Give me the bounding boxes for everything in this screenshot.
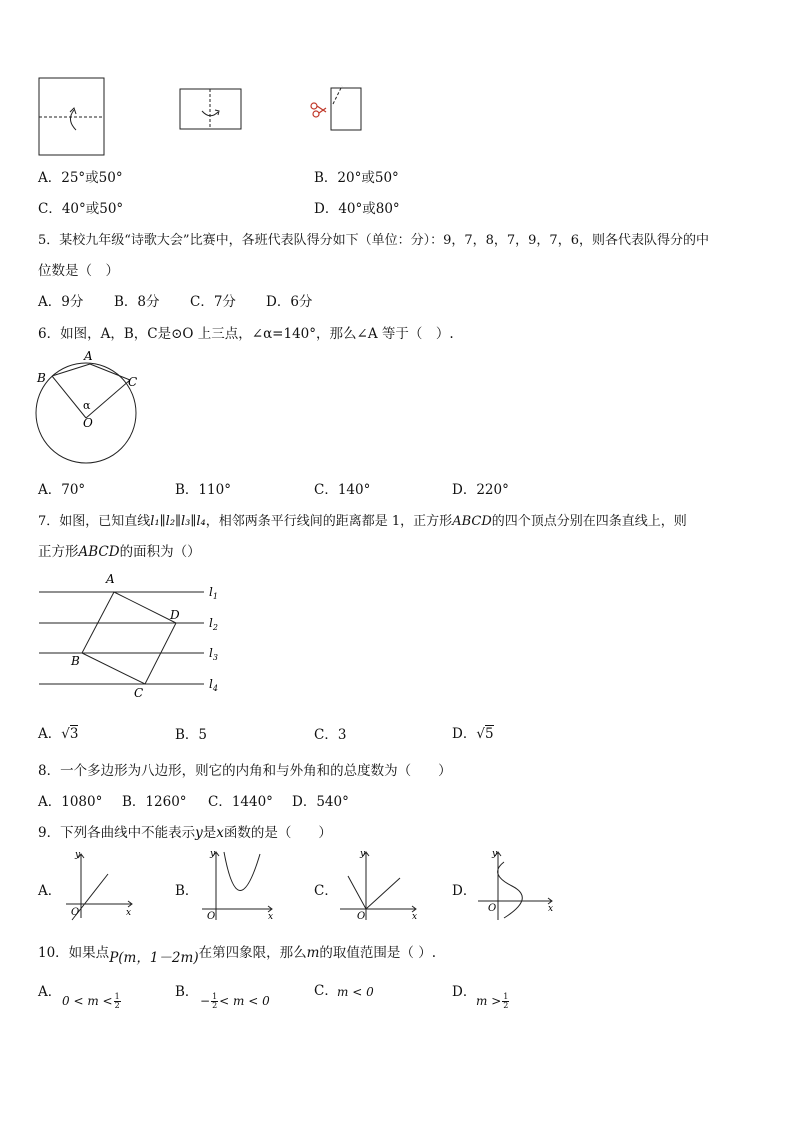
- fraction-half: $\frac{1}{2}$: [114, 992, 120, 1010]
- q9-graph-a: [62, 848, 142, 923]
- axis-x: x: [126, 908, 132, 918]
- q8-option-c: C．1440°: [208, 794, 273, 810]
- label-l1: $l_1$: [209, 585, 218, 601]
- q7-stem-part2: ，相邻两条平行线间的距离都是 1，正方形: [205, 514, 453, 529]
- label-a: A: [106, 572, 115, 586]
- q7-stem-part3: 的四个顶点分别在四条直线上，则: [491, 514, 687, 529]
- q7-option-a: [38, 722, 78, 742]
- q5-stem-line2: 位数是（ ）: [38, 263, 119, 279]
- axis-x: x: [412, 912, 418, 922]
- segment-ob: [52, 376, 86, 418]
- q4-fold-figures: [30, 70, 370, 162]
- q7-stem-line1: [38, 510, 687, 529]
- label-c: C: [134, 686, 144, 700]
- q5-option-c: C．7分: [190, 294, 236, 310]
- axis-origin: O: [357, 911, 366, 922]
- q9-stem-part2: 是: [202, 825, 217, 841]
- axis-y: y: [75, 850, 81, 860]
- label-d: D: [170, 608, 180, 622]
- q10-stem: [38, 941, 436, 966]
- label-a: A: [84, 349, 93, 363]
- square-abcd: [82, 592, 176, 684]
- s-curve-graph: [498, 862, 523, 918]
- fold-paper-3: [331, 88, 361, 130]
- label-o: O: [83, 416, 93, 430]
- q10-option-a-text: 0 < m <: [62, 994, 113, 1008]
- q6-option-c: C．140°: [314, 482, 371, 498]
- axis-origin: O: [488, 903, 497, 914]
- q10-option-c-expr: m < 0: [337, 985, 374, 999]
- q10-option-d-expr: [476, 993, 510, 1010]
- q7-option-a-value: 3: [69, 726, 79, 742]
- q7-option-d-prefix: D．: [452, 726, 477, 742]
- q10-option-d-prefix: D．: [452, 984, 477, 1000]
- q7-lines-expr: l₁∥l₂∥l₃∥l₄: [150, 514, 206, 529]
- q9-graph-d: [474, 848, 559, 923]
- q7-option-d: [452, 722, 494, 742]
- axis-y: y: [492, 849, 498, 859]
- label-alpha: α: [83, 399, 91, 412]
- q8-option-a: A．1080°: [38, 794, 103, 810]
- axis-y: y: [360, 849, 366, 859]
- q6-option-d: D．220°: [452, 482, 509, 498]
- q8-option-b: B．1260°: [122, 794, 187, 810]
- q7-stem-line2-part1: 正方形: [38, 544, 79, 560]
- q10-option-d-text: m >: [476, 994, 502, 1008]
- segment-oc: [86, 380, 130, 418]
- q10-option-a-prefix: A．: [38, 984, 62, 1000]
- q10-stem-part2: 在第四象限，那么: [198, 945, 307, 961]
- q9-stem-part1: 9．下列各曲线中不能表示: [38, 825, 196, 841]
- q10-option-c-prefix: C．: [314, 983, 338, 999]
- label-l4: $l_4$: [209, 677, 218, 693]
- q9-stem: [38, 821, 332, 841]
- sqrt-icon: √: [61, 726, 70, 742]
- axis-origin: O: [207, 911, 216, 922]
- q7-stem-part1: 7．如图，已知直线: [38, 514, 151, 529]
- axis-y: y: [210, 849, 216, 859]
- q10-option-b-prefix: B．: [175, 984, 199, 1000]
- q10-point: P(m，1－2m): [109, 950, 199, 966]
- q5-option-a: A．9分: [38, 294, 84, 310]
- q7-option-d-value: 5: [484, 726, 494, 742]
- q10-option-a-expr: [62, 993, 122, 1010]
- q7-option-c: C．3: [314, 727, 347, 743]
- q4-option-d: D．40°或80°: [314, 201, 400, 217]
- parabola-graph: [224, 852, 260, 891]
- q7-abcd-2: ABCD: [78, 544, 120, 560]
- label-b: B: [71, 654, 80, 668]
- sqrt-icon: √: [476, 726, 485, 742]
- fraction-half: $\frac{1}{2}$: [212, 992, 218, 1010]
- q9-option-d-label: D．: [452, 883, 477, 899]
- label-c: C: [128, 375, 138, 389]
- q10-option-b-minus: −: [200, 994, 211, 1008]
- q7-option-a-prefix: A．: [38, 726, 62, 742]
- q7-option-b: B．5: [175, 727, 208, 743]
- fraction-half: $\frac{1}{2}$: [503, 992, 509, 1010]
- q5-option-d: D．6分: [266, 294, 313, 310]
- q9-graph-c: [336, 848, 421, 923]
- cut-line: [333, 86, 342, 104]
- circle-o: [36, 363, 136, 463]
- q9-stem-part3: 函数的是（ ）: [223, 825, 332, 841]
- q10-stem-part3: 的取值范围是（ ）.: [319, 945, 436, 961]
- q7-parallel-lines-figure: [34, 568, 234, 703]
- q9-x: x: [216, 825, 224, 841]
- label-b: B: [37, 371, 46, 385]
- q10-stem-part1: 10．如果点: [38, 945, 110, 961]
- scissors-icon: [311, 103, 326, 117]
- abs-value-graph: [348, 876, 400, 909]
- q8-option-d: D．540°: [292, 794, 349, 810]
- q7-abcd-1: ABCD: [452, 514, 492, 529]
- q7-stem-line2-part2: 的面积为（）: [119, 544, 201, 560]
- q9-option-c-label: C．: [314, 883, 338, 899]
- label-l3: $l_3$: [209, 646, 218, 662]
- label-l2: $l_2$: [209, 616, 218, 632]
- q6-circle-figure: [30, 344, 145, 469]
- axis-x: x: [268, 912, 274, 922]
- segment-ac: [90, 364, 130, 380]
- q9-option-b-label: B．: [175, 883, 199, 899]
- q7-stem-line2: [38, 540, 201, 560]
- q5-option-b: B．8分: [114, 294, 160, 310]
- q9-graph-b: [198, 848, 278, 923]
- q4-option-c: C．40°或50°: [38, 201, 124, 217]
- q4-option-a: A．25°或50°: [38, 170, 123, 186]
- axis-x: x: [548, 904, 554, 914]
- q8-stem: 8．一个多边形为八边形，则它的内角和与外角和的总度数为（ ）: [38, 763, 452, 779]
- q9-option-a-label: A．: [38, 883, 62, 899]
- q10-option-b-text: < m < 0: [219, 994, 270, 1008]
- q5-stem-line1: 5．某校九年级“诗歌大会”比赛中，各班代表队得分如下（单位：分）：9，7，8，7，9，7，6，则各代表队得分的中: [38, 233, 709, 248]
- q6-option-a: A．70°: [38, 482, 86, 498]
- q9-y: y: [195, 825, 203, 841]
- q4-option-b: B．20°或50°: [314, 170, 399, 186]
- q10-option-b-expr: [200, 993, 270, 1010]
- q6-stem: 6．如图，A，B，C是⊙O 上三点，∠α=140°，那么∠A 等于（ ）.: [38, 326, 454, 342]
- q10-m: m: [306, 945, 320, 961]
- q6-option-b: B．110°: [175, 482, 231, 498]
- axis-origin: O: [71, 907, 80, 918]
